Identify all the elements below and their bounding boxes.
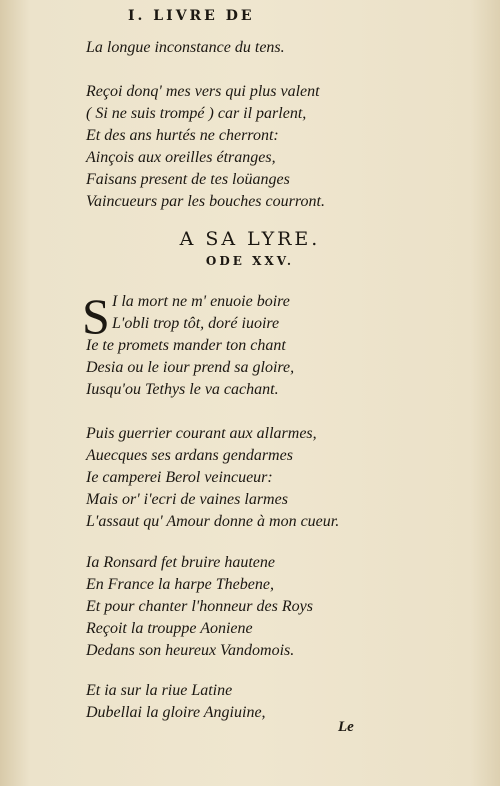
verse-line: L'obli trop tôt, doré iuoire [112, 315, 280, 332]
verse-line: Reçoi donq' mes vers qui plus valent [86, 83, 320, 100]
verse-line: La longue inconstance du tens. [86, 39, 285, 56]
verse-line: Ainçois aux oreilles étranges, [86, 149, 276, 166]
drop-capital: S [82, 288, 110, 344]
verse-line: Ie te promets mander ton chant [86, 337, 286, 354]
verse-line: Auecques ses ardans gendarmes [86, 447, 293, 464]
verse-line: L'assaut qu' Amour donne à mon cueur. [86, 513, 340, 530]
verse-line: Desia ou le iour prend sa gloire, [86, 359, 295, 376]
verse-line: ( Si ne suis trompé ) car il parlent, [86, 105, 307, 122]
verse-line: Puis guerrier courant aux allarmes, [86, 425, 317, 442]
verse-line: I la mort ne m' enuoie boire [112, 293, 290, 310]
verse-line: Ia Ronsard fet bruire hautene [86, 554, 276, 571]
verse-line: Vaincueurs par les bouches courront. [86, 193, 325, 210]
verse-line: Et des ans hurtés ne cherront: [86, 127, 279, 144]
ode-title: A SA LYRE. [179, 228, 321, 250]
verse-line: Reçoit la trouppe Aoniene [86, 620, 253, 637]
verse-line: Dubellai la gloire Angiuine, [86, 704, 266, 721]
verse-line: Mais or' i'ecri de vaines larmes [86, 491, 288, 508]
verse-line: Faisans present de tes loüanges [86, 171, 290, 188]
verse-line: Dedans son heureux Vandomois. [86, 642, 295, 659]
running-header: I. LIVRE DE [128, 8, 255, 24]
verse-line: Et pour chanter l'honneur des Roys [86, 598, 313, 615]
ode-number: ODE XXV. [205, 254, 295, 268]
catchword: Le [338, 719, 354, 735]
verse-line: Iusqu'ou Tethys le va cachant. [86, 381, 279, 398]
verse-line: Ie camperei Berol veincueur: [86, 469, 273, 486]
verse-line: Et ia sur la riue Latine [86, 682, 233, 699]
verse-line: En France la harpe Thebene, [86, 576, 274, 593]
